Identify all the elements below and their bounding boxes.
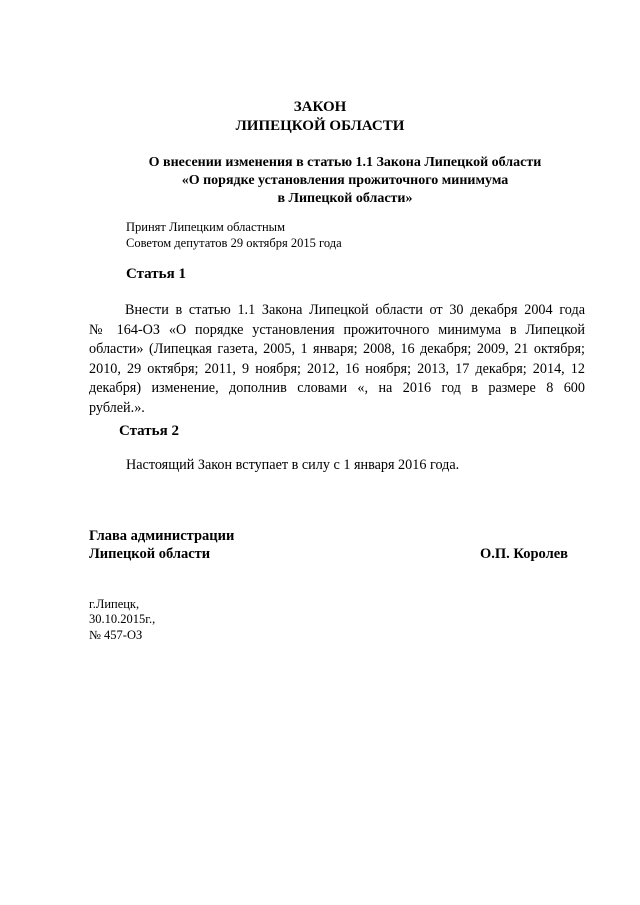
article-1-line: декабря) изменение, дополнив словами «, на 2016 год в размере 8 600 — [89, 380, 585, 396]
article-2-heading: Статья 2 — [119, 423, 179, 439]
article-1-line: области» (Липецкая газета, 2005, 1 января; 2008, 16 декабря; 2009, 21 октября; — [89, 341, 585, 357]
article-1-line: 2010, 29 октября; 2011, 9 ноября; 2012, 16 ноября; 2013, 17 декабря; 2014, 12 — [89, 360, 585, 377]
adoption-date: 30.10.2015г., — [89, 612, 156, 626]
adopted-line-1: Принят Липецким областным — [126, 220, 285, 234]
law-number: № 457-ОЗ — [89, 628, 143, 642]
article-1-line: Внести в статью 1.1 Закона Липецкой области от 30 декабря 2004 года — [125, 302, 585, 318]
law-title: ЗАКОН — [293, 99, 347, 115]
article-1-line: № 164-ОЗ «О порядке установления прожиточного минимума в Липецкой — [89, 321, 585, 338]
adopted-line-2: Советом депутатов 29 октября 2015 года — [126, 236, 342, 250]
article-1-heading: Статья 1 — [126, 266, 186, 282]
signatory-name: О.П. Королев — [480, 546, 568, 562]
article-1-line: рублей.». — [89, 399, 145, 416]
law-region: ЛИПЕЦКОЙ ОБЛАСТИ — [235, 118, 405, 134]
place: г.Липецк, — [89, 597, 140, 611]
signatory-position-2: Липецкой области — [89, 546, 211, 562]
subtitle-line-2: «О порядке установления прожиточного минимума — [181, 173, 509, 188]
article-2-text: Настоящий Закон вступает в силу с 1 января 2016 года. — [126, 457, 460, 473]
subtitle-line-1: О внесении изменения в статью 1.1 Закона Липецкой области — [148, 155, 542, 170]
article-1-body — [89, 301, 585, 418]
signatory-position-1: Глава администрации — [89, 528, 235, 544]
subtitle-line-3: в Липецкой области» — [277, 191, 413, 206]
